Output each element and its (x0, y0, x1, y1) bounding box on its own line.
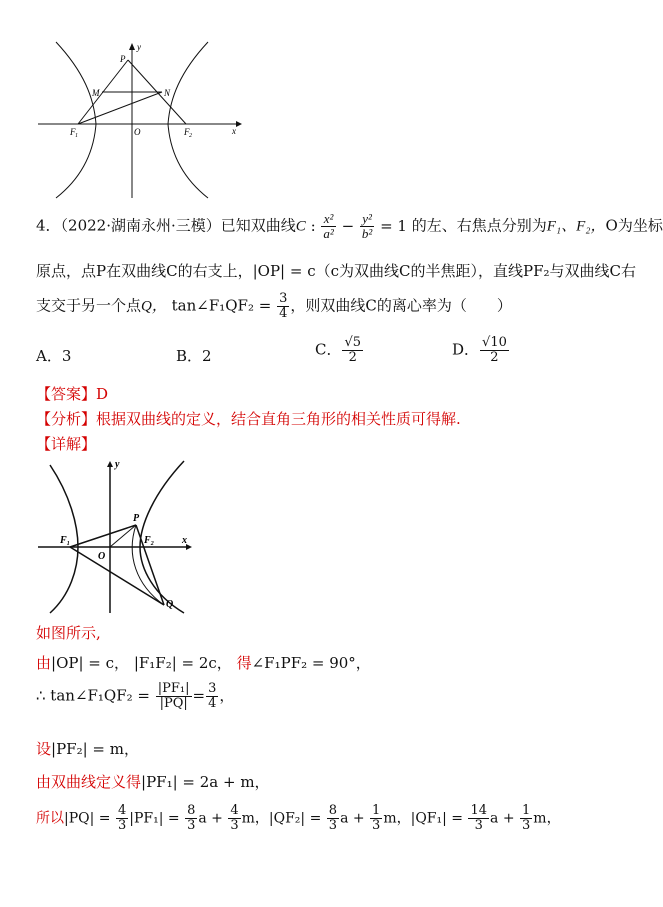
question-text: ，则双曲线C的离心率为（ ） (290, 296, 512, 315)
label-N: N (164, 88, 171, 98)
option-A[interactable]: A．3 (36, 347, 72, 365)
solution-line-1: 如图所示, (36, 624, 101, 642)
label-M: M (92, 88, 100, 98)
hyperbola-figure-2 (36, 455, 196, 615)
question-text: 已知双曲线 (220, 216, 296, 235)
label-F2: F (184, 127, 190, 137)
option-D[interactable]: D． $\frac{√10}{2}$ (452, 335, 507, 365)
hyperbola-left-branch (56, 42, 96, 198)
frac-y2-b2: $\frac{\text{y²}}{\text{b²}}$ (361, 211, 373, 241)
label-F2: F₂ (144, 535, 155, 546)
option-C[interactable]: C． $\frac{√5}{2}$ (315, 335, 362, 365)
label-Q: Q (166, 599, 174, 610)
answer-line: 【答案】D (36, 385, 109, 403)
label-F1: F₁ (60, 535, 71, 546)
curve-name: C (295, 218, 306, 235)
question-number: 4． (36, 216, 61, 235)
question-text: |OP| = c（c为双曲线C的半焦距），直线 (252, 262, 523, 280)
x-axis-arrow (236, 121, 242, 127)
question-text: Q， (141, 298, 167, 315)
segment-F1-P (70, 525, 136, 547)
frac-three-quarters: $\frac{3}{4}$ (279, 291, 288, 321)
hyperbola-right-branch (168, 42, 208, 198)
label-P: P (120, 54, 126, 64)
label-y: y (115, 459, 120, 470)
question-text: PF₂与双曲线C右 (522, 262, 636, 280)
label-P: P (133, 513, 140, 524)
label-x: x (232, 126, 236, 136)
option-B[interactable]: B．2 (176, 347, 212, 365)
question-text: 支交于另一个点 (36, 296, 142, 315)
question-text: F₁、F₂， (546, 218, 606, 235)
label-F2-sub: 2 (189, 133, 192, 139)
label-O: O (98, 551, 106, 562)
y-axis-arrow (129, 43, 135, 50)
hyperbola-equation: : $\frac{\text{x²}}{\text{a²}}$ − $\frac{\text{y²}}{\text{b²}}$ = 1 (305, 211, 412, 241)
label-y: y (137, 42, 141, 52)
question-line-1 (36, 212, 663, 241)
segment-F1-Q (70, 547, 164, 605)
solution-line-4: 设|PF₂| = m， (36, 740, 139, 758)
solution-line-5: 由双曲线定义得|PF₁| = 2a + m， (36, 773, 270, 791)
solution-line-2: 由|OP| = c， |F₁F₂| = 2c， 得∠F₁PF₂ = 90°， (36, 654, 371, 672)
question-text: O为坐标 (605, 216, 663, 235)
detail-label: 【详解】 (36, 435, 97, 453)
solution-line-3: ∴ tan∠F₁QF₂ = $\frac{\text{|PF₁|}}{|PQ|}$ = $\frac{3}{4}$ ， (36, 681, 235, 711)
question-source: （2022·湖南永州·三模） (60, 216, 221, 235)
question-text: 的左、右焦点分别为 (411, 216, 547, 235)
question-text: P在双曲线C的右支上， (96, 262, 253, 280)
label-O: O (134, 127, 141, 137)
hyperbola-figure-1 (36, 38, 246, 200)
question-text: 原点，点 (36, 262, 97, 280)
y-axis-arrow (107, 461, 113, 467)
label-F1-sub: 1 (75, 133, 78, 139)
label-F1: F (70, 127, 76, 137)
question-text: tan∠F₁QF₂ = (171, 296, 272, 315)
frac-x2-a2: $\frac{\text{x²}}{\text{a²}}$ (323, 211, 334, 241)
question-line-3 (36, 292, 512, 321)
question-line-2 (36, 260, 636, 281)
solution-line-6: 所以|PQ| = $\frac{4}{3}$ |PF₁| = $\frac{8}{3}$ a + $\frac{4}{3}$ m，|QF₂| = $\frac{8}{3}$ a + $\frac{1}{3}$ m，|QF₁| = $\frac{14}{3}$ a + $\frac{1}{3}$ m， (36, 803, 561, 833)
analysis-line: 【分析】根据双曲线的定义，结合直角三角形的相关性质可得解. (36, 410, 461, 428)
label-x: x (182, 535, 187, 546)
